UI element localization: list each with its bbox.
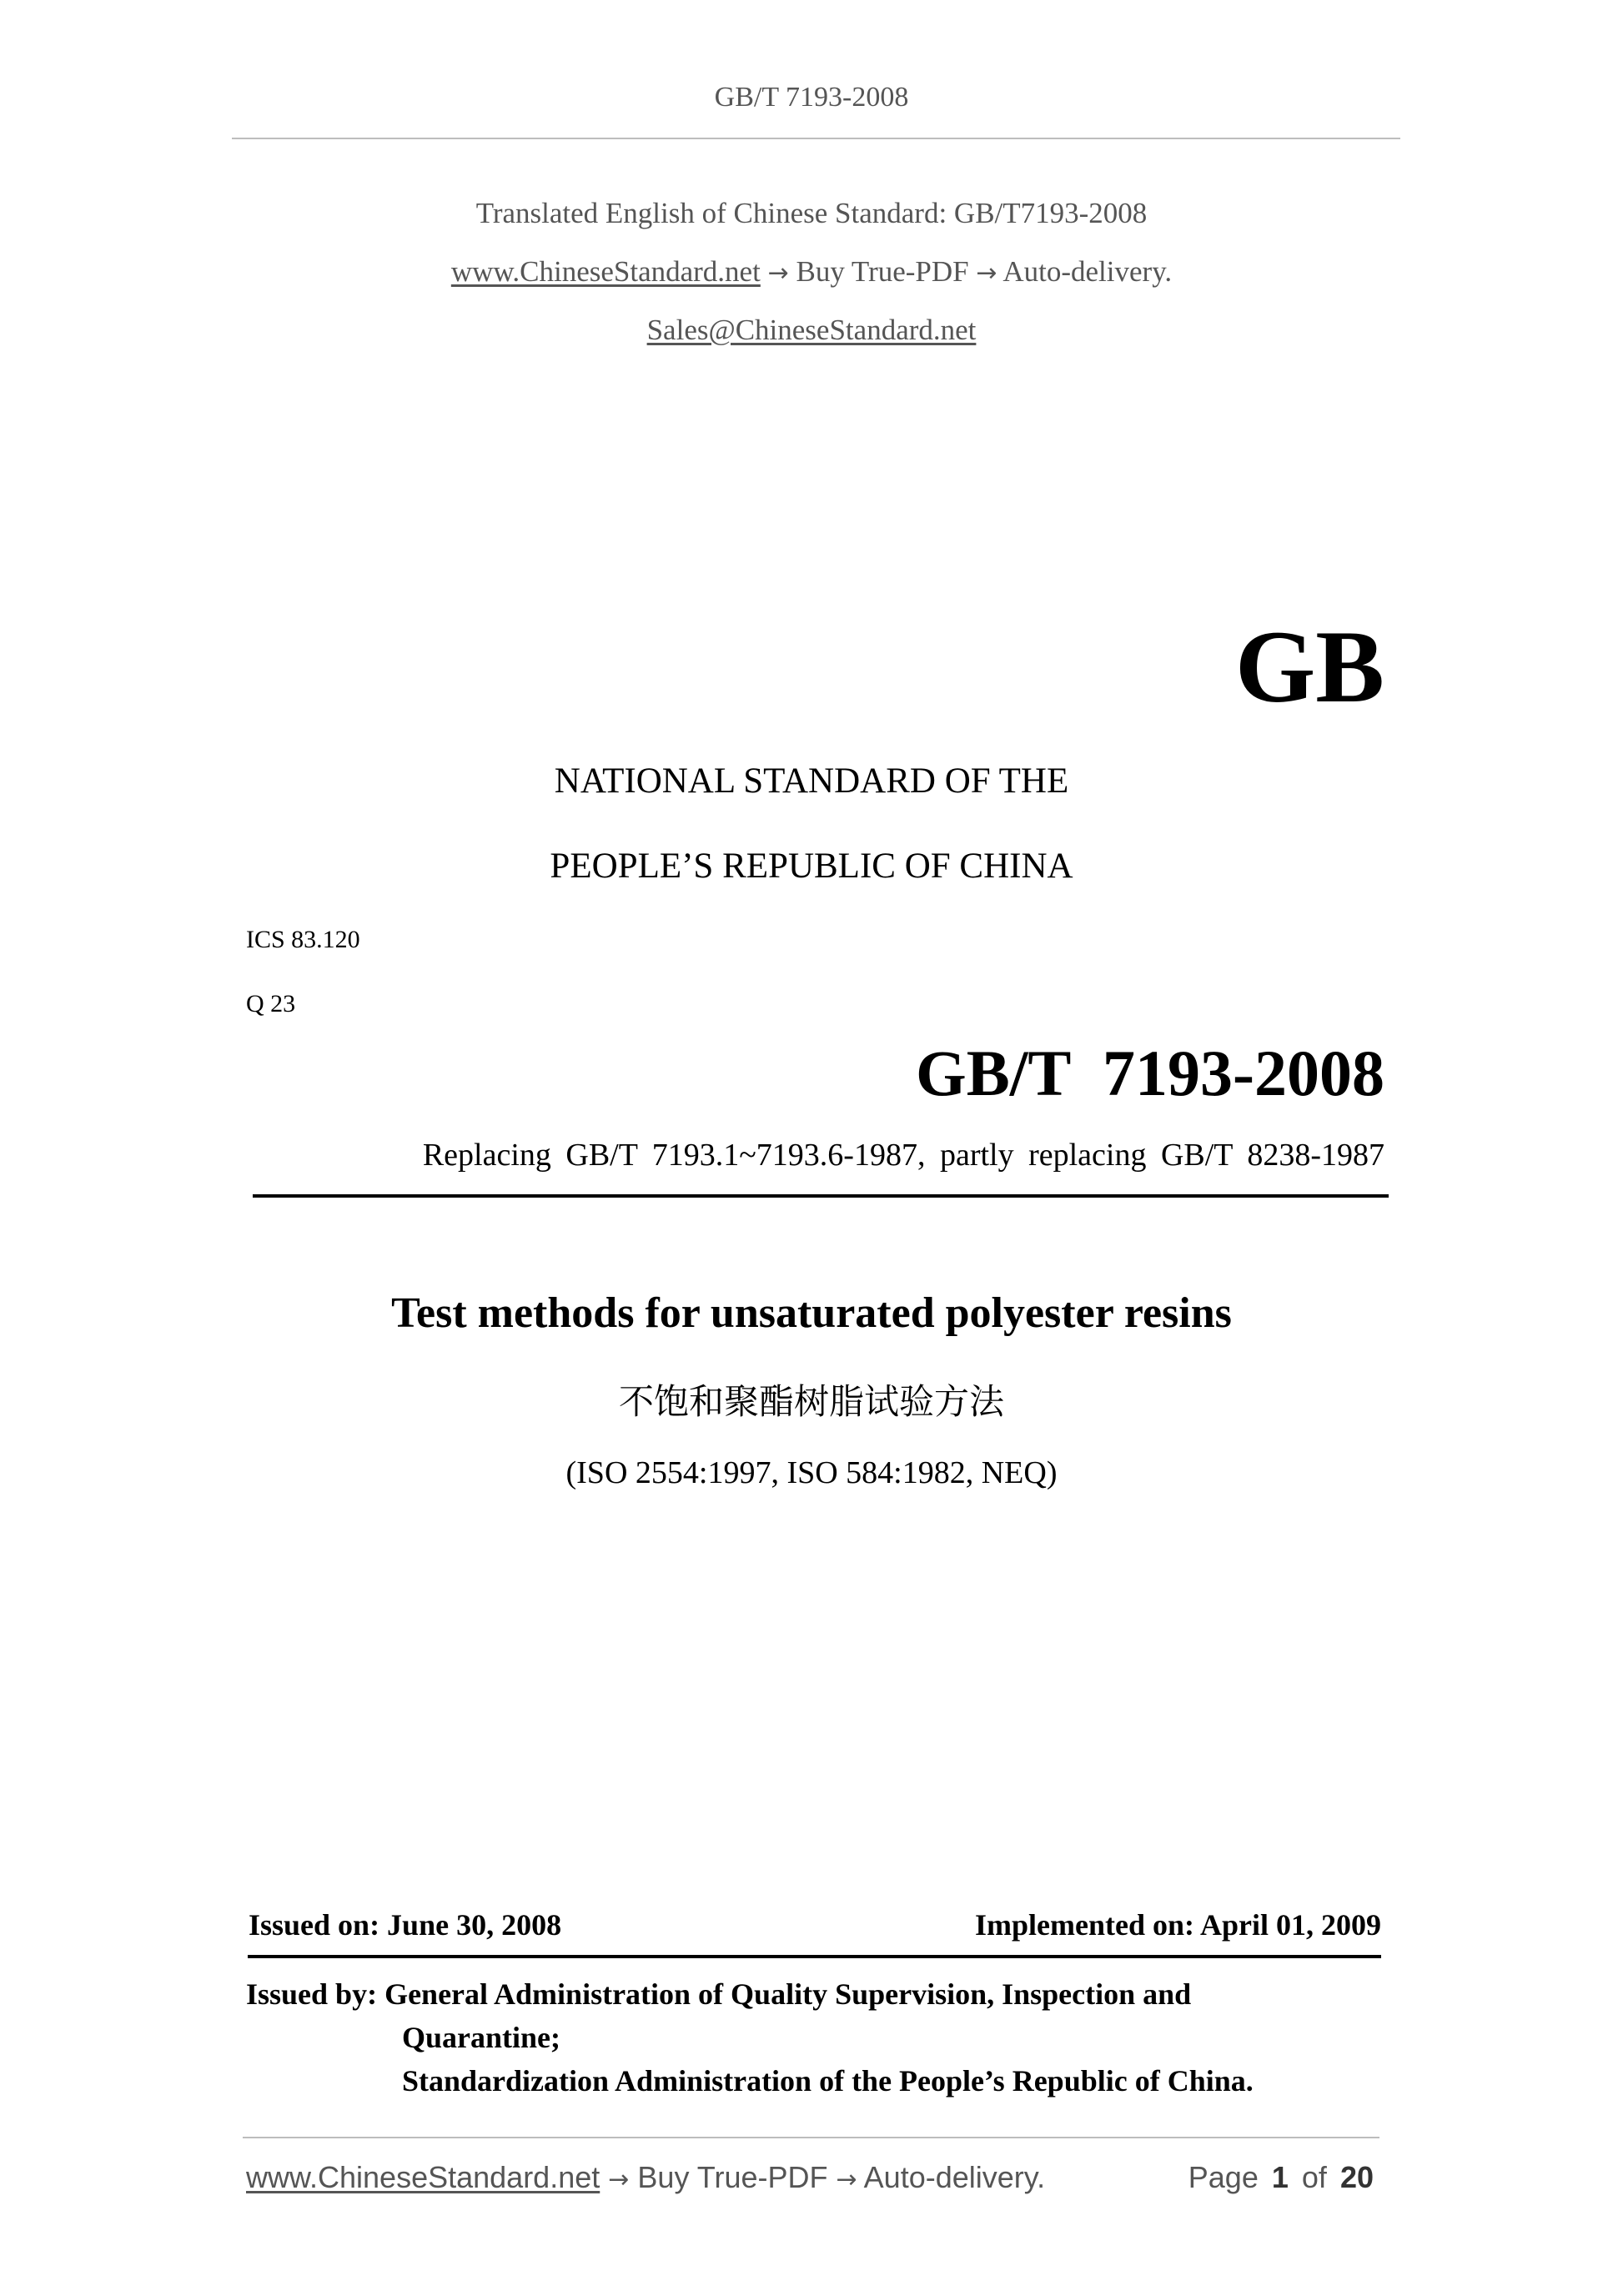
national-standard-line2: PEOPLE’S REPUBLIC OF CHINA	[550, 847, 1073, 886]
issue-divider	[248, 1955, 1381, 1958]
issued-by-line3: Standardization Administration of the People’s Republic of China.	[402, 2064, 1254, 2098]
issued-on: Issued on: June 30, 2008	[249, 1908, 562, 1942]
arrow-right-icon: →	[767, 259, 789, 288]
page-total: 20	[1339, 2160, 1374, 2194]
arrow-right-icon: →	[836, 2165, 857, 2194]
national-standard-line1: NATIONAL STANDARD OF THE	[554, 761, 1069, 801]
running-header: GB/T 7193-2008	[714, 82, 909, 113]
arrow-right-icon: →	[976, 259, 997, 288]
standard-number: GB/T 7193-2008	[916, 1037, 1384, 1109]
sales-line	[0, 314, 1623, 347]
footer-divider	[243, 2137, 1379, 2138]
translated-notice: Translated English of Chinese Standard: GB/T7193-2008	[475, 197, 1148, 229]
standard-number-divider	[253, 1194, 1389, 1198]
sales-email-link[interactable]: Sales@ChineseStandard.net	[646, 314, 977, 346]
ccs-code: Q 23	[246, 990, 296, 1017]
page-label: Page	[1188, 2160, 1259, 2194]
site-link[interactable]: www.ChineseStandard.net	[450, 255, 761, 288]
implemented-on: Implemented on: April 01, 2009	[974, 1908, 1381, 1942]
ics-code: ICS 83.120	[246, 926, 360, 953]
iso-reference: (ISO 2554:1997, ISO 584:1982, NEQ)	[565, 1455, 1058, 1490]
buy-text: Buy True-PDF	[796, 255, 969, 288]
title-chinese: 不饱和聚酯树脂试验方法	[618, 1381, 1004, 1422]
title-english: Test methods for unsaturated polyester resins	[391, 1289, 1232, 1337]
issued-by-line2: Quarantine;	[402, 2021, 561, 2054]
page-indicator	[1188, 2160, 1374, 2195]
page-number: 1	[1271, 2160, 1289, 2194]
of-label: of	[1301, 2160, 1327, 2194]
issued-by-line1: General Administration of Quality Supervision, Inspection and	[384, 1977, 1192, 2011]
footer-site-link[interactable]: www.ChineseStandard.net	[246, 2160, 600, 2194]
gb-mark: GB	[1234, 610, 1384, 724]
footer-purchase-line	[246, 2160, 1045, 2195]
footer-buy-text: Buy True-PDF	[637, 2160, 828, 2194]
arrow-right-icon: →	[608, 2165, 630, 2194]
header-divider	[232, 138, 1400, 139]
replacing-note: Replacing GB/T 7193.1~7193.6-1987, partly replacing GB/T 8238-1987	[422, 1138, 1384, 1173]
purchase-line	[0, 255, 1623, 289]
delivery-text: Auto-delivery.	[1002, 255, 1173, 288]
issued-by-label: Issued by:	[246, 1977, 378, 2011]
issued-by-block	[246, 1972, 1254, 2103]
footer-delivery-text: Auto-delivery.	[863, 2160, 1046, 2194]
